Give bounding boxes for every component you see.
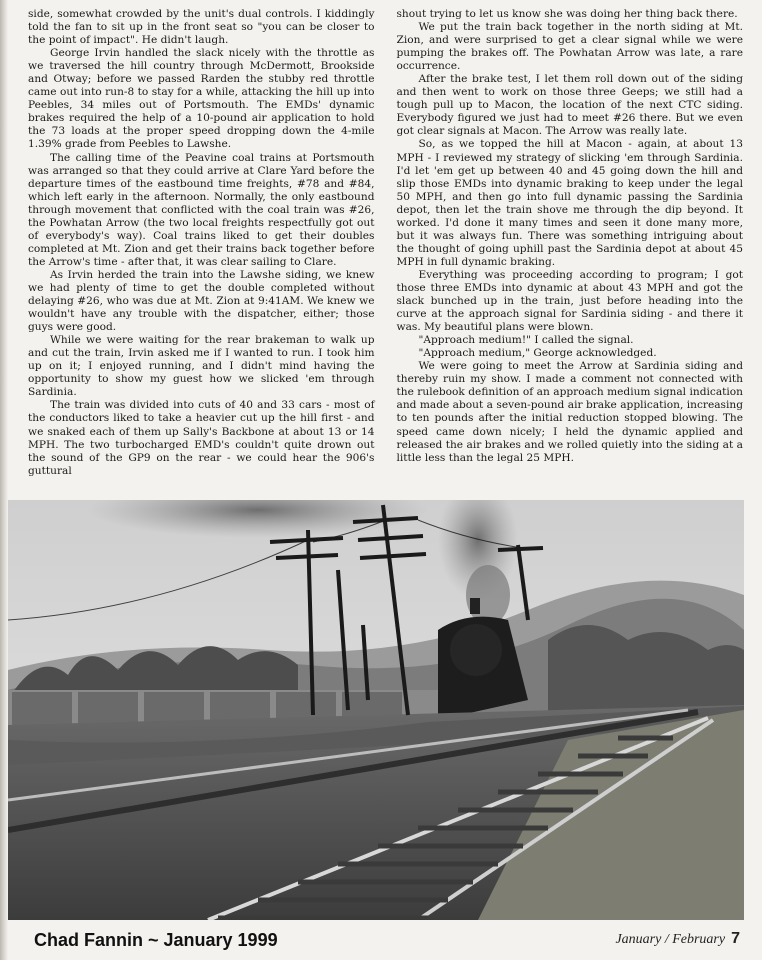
paragraph: While we were waiting for the rear brakeman to walk up and cut the train, Irvin asked me if I wanted to run. I took him up on it; I enjoyed running, and I didn't mind having the opportunity to show my guest how we slicked 'em through Sardinia.: [28, 334, 375, 399]
page-folio: [615, 930, 740, 948]
article-body: [28, 8, 743, 488]
left-column: [28, 8, 375, 488]
paragraph: side, somewhat crowded by the unit's dual controls. I kiddingly told the fan to sit up in the front seat so "you can be closer to the point of impact". He didn't laugh.: [28, 8, 375, 47]
paragraph: After the brake test, I let them roll down out of the siding and then went to work on those three Geeps; we still had a tough pull up to Macon, the location of the next CTC siding. Everybody figured we just had to meet #26 there. But we even got clear signals at Macon. The Arrow was really late.: [396, 73, 743, 138]
paragraph: As Irvin herded the train into the Lawshe siding, we knew we had plenty of time to get the double completed without delaying #26, who was due at Mt. Zion at 9:41AM. We knew we wouldn't have any trouble with the dispatcher, either; those guys were good.: [28, 268, 375, 334]
paragraph: We put the train back together in the north siding at Mt. Zion, and were surprised to get a clear signal while we were pumping the brakes off. The Powhatan Arrow was late, a rare occurrence.: [396, 21, 743, 73]
issue-date: January / February: [615, 932, 726, 947]
paragraph: George Irvin handled the slack nicely with the throttle as we traversed the hill country through McDermott, Brookside and Otway; before we passed Rarden the stubby red throttle came out into run-8 to stay for a while, attacking the hill up into Peebles, 34 miles out of Portsmouth. The EMDs' dynamic brakes required the help of a 10-pound air application to hold the 73 loads at the proper speed dropping down the 4-mile 1.39% grade from Peebles to Lawshe.: [28, 47, 375, 151]
paragraph: The calling time of the Peavine coal trains at Portsmouth was arranged so that they could arrive at Clare Yard before the departure times of the eastbound time freights, #78 and #84, which left early in the afternoon. Normally, the only eastbound through movement that conflicted with the coal train was #26, the Powhatan Arrow (the two local freights respectfully got out of everybody's way). Coal trains liked to get their doubles completed at Mt. Zion and get their trains back together before the Arrow's time - after that, it was clear sailing to Clare.: [28, 151, 375, 268]
paragraph: We were going to meet the Arrow at Sardinia siding and thereby ruin my show. I made a comment not connected with the rulebook definition of an approach medium signal indication and made about a seven-pound air brake application, increasing to ten pounds after the initial reduction stopped blowing. The speed came down nicely; I held the dynamic applied and released the air brakes and we rolled quietly into the siding at a little less than the legal 25 MPH.: [396, 360, 743, 464]
photo-credit: Chad Fannin ~ January 1999: [34, 930, 278, 950]
page-number: 7: [731, 930, 740, 947]
page-gutter-shadow: [0, 0, 8, 960]
paragraph: "Approach medium," George acknowledged.: [418, 347, 657, 360]
paragraph: Everything was proceeding according to program; I got those three EMDs into dynamic at about 43 MPH and got the slack bunched up in the train, just before heading into the curve at the approach signal for Sardinia siding - and there it was. My beautiful plans were blown.: [396, 268, 743, 334]
right-column: [397, 8, 744, 488]
paragraph: shout trying to let us know she was doing her thing back there.: [396, 8, 738, 20]
steam-train-photo: [8, 500, 744, 920]
paragraph: The train was divided into cuts of 40 and 33 cars - most of the conductors liked to take a heavier cut up the hill first - and we snaked each of them up Sally's Backbone at about 13 or 14 MPH. The two turbocharged EMD's couldn't quite drown out the sound of the GP9 on the rear - we could hear the 906's guttural: [28, 399, 375, 477]
paragraph: So, as we topped the hill at Macon - again, at about 13 MPH - I reviewed my strategy of slicking 'em through Sardinia. I'd let 'em get up between 40 and 45 going down the hill and slip those EMDs into dynamic braking to keep under the legal 50 MPH, and then go into full dynamic passing the Sardinia depot, then let the train shove me through the dip beyond. It worked. I'd done it many times and seen it done many more, but it was always fun. There was something intriguing about the thought of going uphill past the Sardinia depot at about 45 MPH in full dynamic braking.: [396, 138, 743, 268]
paragraph: "Approach medium!" I called the signal.: [418, 334, 634, 347]
